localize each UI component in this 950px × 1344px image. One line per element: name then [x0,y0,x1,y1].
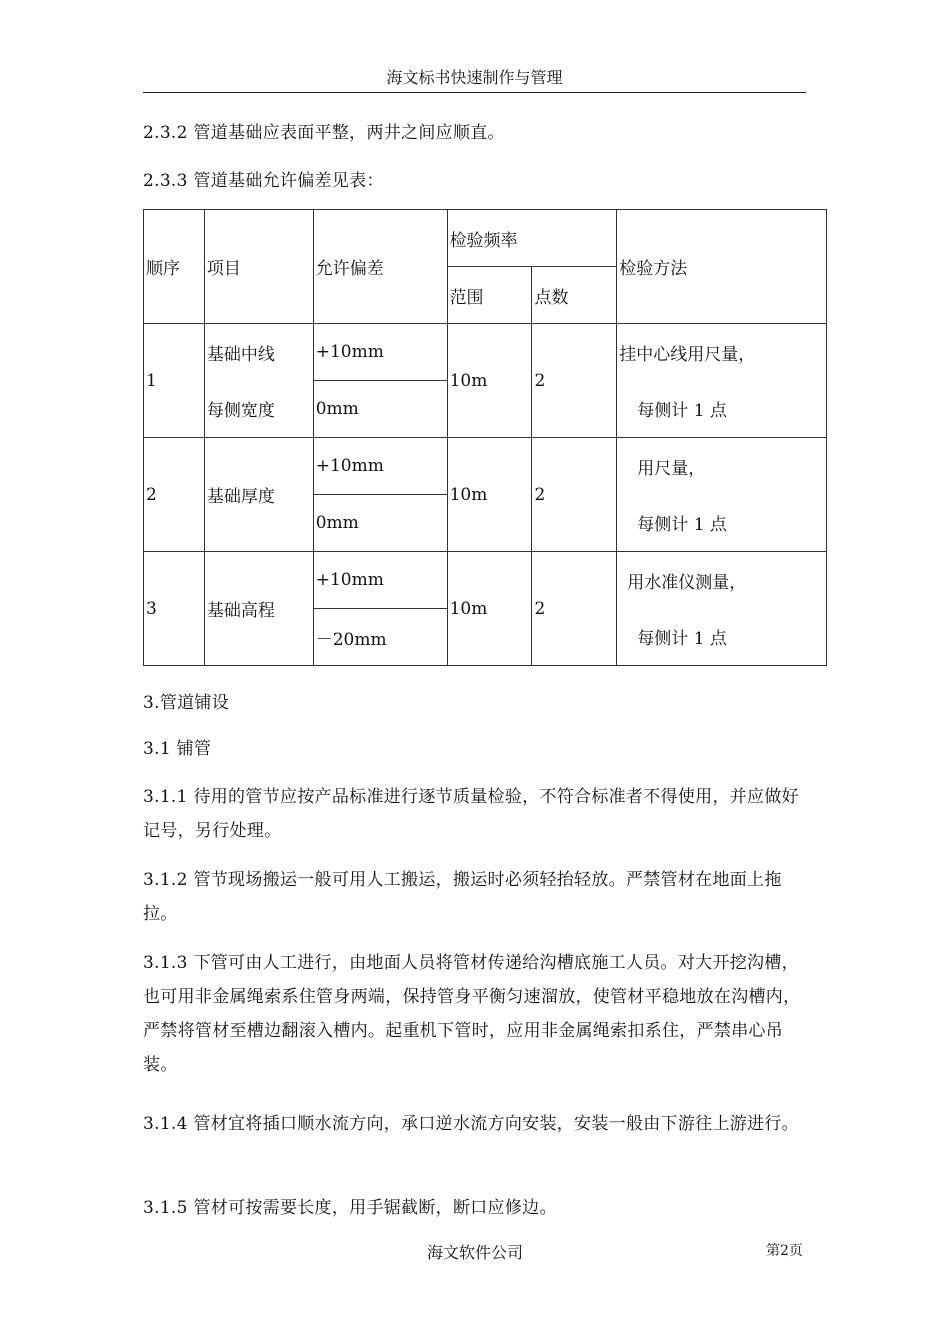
row-tolerance-lower: 0mm [313,495,447,552]
header-method: 检验方法 [617,210,827,324]
row-order: 1 [144,324,205,438]
paragraph-3-1-4: 3.1.4 管材宜将插口顺水流方向，承口逆水流方向安装，安装一般由下游往上游进行。 [143,1114,799,1134]
row-item-line: 每侧宽度 [206,401,275,421]
row-method [617,552,827,666]
table-row [144,438,827,495]
row-points: 2 [532,552,617,666]
tolerance-table [143,209,827,666]
footer-company: 海文软件公司 [426,1243,523,1262]
row-range: 10m [447,552,532,666]
row-order: 2 [144,438,205,552]
row-item-line: 基础中线 [206,345,275,365]
row-range: 10m [447,438,532,552]
row-points: 2 [532,324,617,438]
header-item: 项目 [204,210,313,324]
row-method-line: 每侧计 1 点 [637,401,727,421]
row-item: 基础高程 [204,552,313,666]
header-frequency: 检验频率 [447,210,617,267]
footer-page-number: 第2页 [766,1243,803,1259]
row-tolerance-lower: －20mm [313,609,447,666]
row-order: 3 [144,552,205,666]
table-row [144,552,827,609]
page-header: 海文标书快速制作与管理 [143,64,806,93]
row-item [204,324,313,438]
row-tolerance-upper: +10mm [313,552,447,609]
row-method [617,324,827,438]
table-row [144,324,827,381]
section-3-1-heading: 3.1 铺管 [143,739,212,759]
row-method [617,438,827,552]
header-range: 范围 [447,267,532,324]
header-tolerance: 允许偏差 [313,210,447,324]
section-3-heading: 3.管道铺设 [143,693,230,713]
row-range: 10m [447,324,532,438]
header-order: 顺序 [144,210,205,324]
row-method-line: 用水准仪测量， [627,573,747,593]
row-method-line: 每侧计 1 点 [637,629,727,649]
row-tolerance-lower: 0mm [313,381,447,438]
row-points: 2 [532,438,617,552]
paragraph-3-1-1: 3.1.1 待用的管节应按产品标准进行逐节质量检验，不符合标准者不得使用，并应做好记号，另行处理。 [143,787,799,841]
row-item: 基础厚度 [204,438,313,552]
row-tolerance-upper: +10mm [313,324,447,381]
row-tolerance-upper: +10mm [313,438,447,495]
paragraph-3-1-2: 3.1.2 管节现场搬运一般可用人工搬运，搬运时必须轻抬轻放。严禁管材在地面上拖拉。 [143,870,782,924]
row-method-line: 挂中心线用尺量， [619,345,756,365]
paragraph-2-3-3: 2.3.3 管道基础允许偏差见表： [143,171,384,191]
paragraph-3-1-3: 3.1.3 下管可由人工进行，由地面人员将管材传递给沟槽底施工人员。对大开挖沟槽，也可用非金属绳索系住管身两端，保持管身平衡匀速溜放，使管材平稳地放在沟槽内，严禁将管材至槽边翻滚入槽内。起重机下管时，应用非金属绳索扣系住，严禁串心吊装。 [143,953,801,1075]
row-method-line: 用尺量， [637,459,706,479]
table-header-row [144,210,827,267]
header-points: 点数 [532,267,617,324]
paragraph-3-1-5: 3.1.5 管材可按需要长度，用手锯截断，断口应修边。 [143,1198,557,1218]
row-method-line: 每侧计 1 点 [637,515,727,535]
paragraph-2-3-2: 2.3.2 管道基础应表面平整，两井之间应顺直。 [143,123,505,143]
